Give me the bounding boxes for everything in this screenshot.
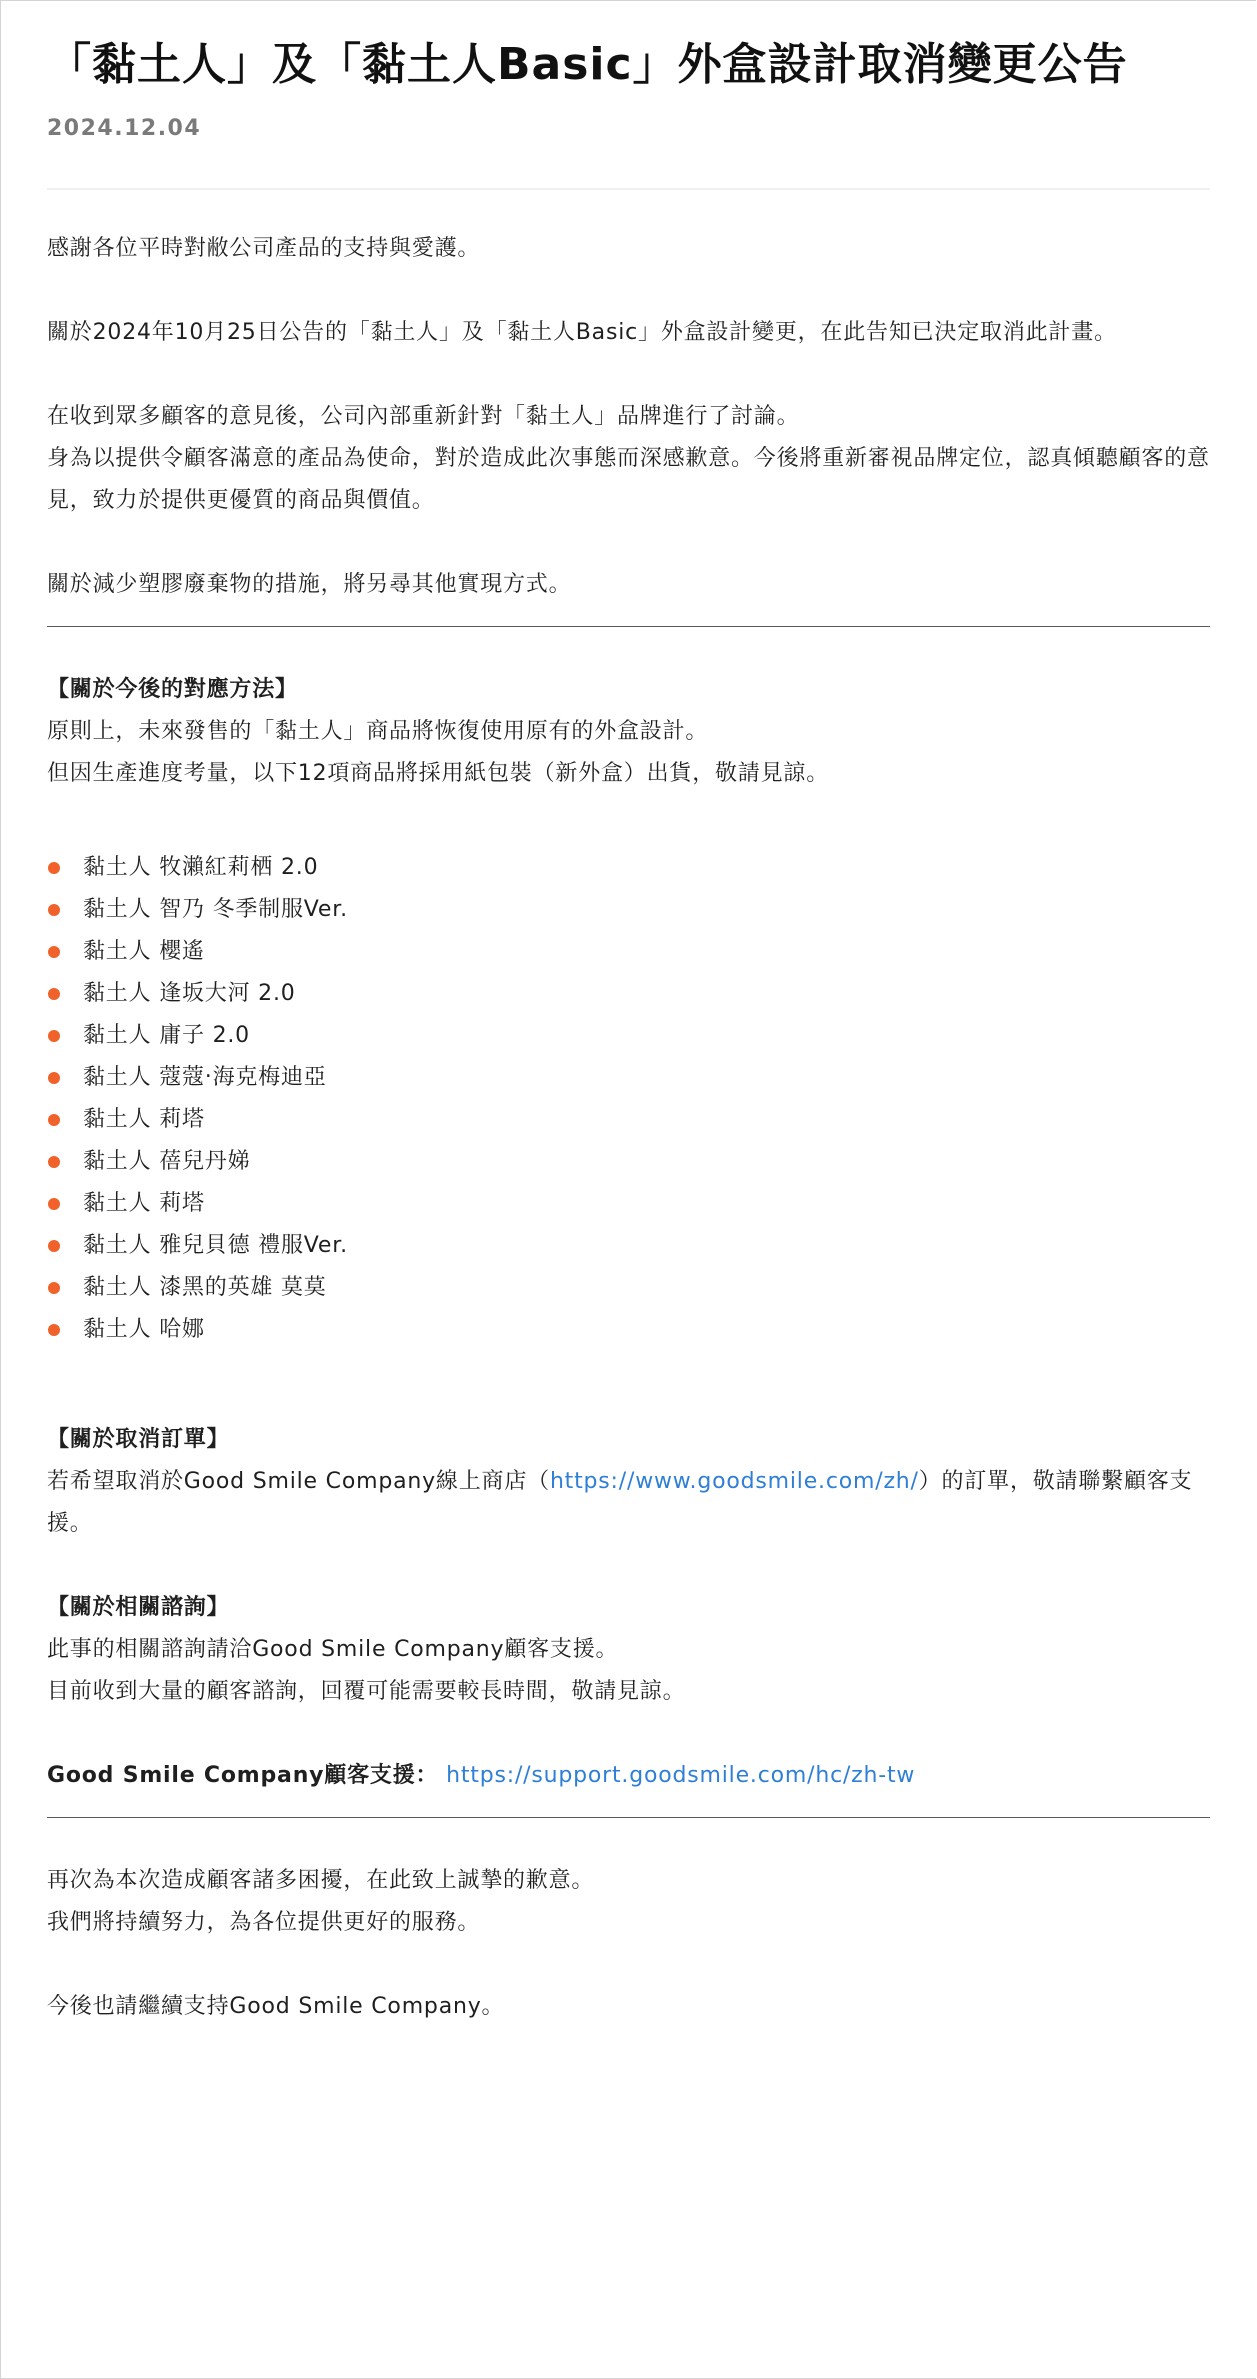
list-item: 黏土人 櫻遙 <box>47 931 1210 973</box>
closing-commitment: 我們將持續努力，為各位提供更好的服務。 <box>47 1910 481 1935</box>
cancel-heading: 【關於取消訂單】 <box>47 1427 230 1452</box>
announcement-article <box>47 30 1210 2028</box>
bullet-icon <box>48 1282 60 1294</box>
intro-discussion: 在收到眾多顧客的意見後，公司內部重新針對「黏土人」品牌進行了討論。 <box>47 404 800 429</box>
inquiry-line-2: 目前收到大量的顧客諮詢，回覆可能需要較長時間，敬請見諒。 <box>47 1679 686 1704</box>
intro-thanks: 感謝各位平時對敝公司產品的支持與愛護。 <box>47 236 481 261</box>
bullet-icon <box>48 1198 60 1210</box>
support-link[interactable]: https://support.goodsmile.com/hc/zh-tw <box>446 1763 916 1788</box>
list-item: 黏土人 莉塔 <box>47 1183 1210 1225</box>
inquiry-line-1: 此事的相關諮詢請洽Good Smile Company顧客支援。 <box>47 1637 619 1662</box>
bullet-icon <box>48 988 60 1000</box>
bullet-icon <box>48 1156 60 1168</box>
list-item: 黏土人 牧瀨紅莉栖 2.0 <box>47 847 1210 889</box>
page-title: 「黏土人」及「黏土人Basic」外盒設計取消變更公告 <box>47 39 1128 90</box>
bullet-icon <box>48 946 60 958</box>
support-contact <box>47 1755 1210 1797</box>
response-line-2: 但因生產進度考量，以下12項商品將採用紙包裝（新外盒）出貨，敬請見諒。 <box>47 761 829 786</box>
closing-support-request: 今後也請繼續支持Good Smile Company。 <box>47 1994 505 2019</box>
closing-apology: 再次為本次造成顧客諸多困擾，在此致上誠摯的歉意。 <box>47 1868 595 1893</box>
list-item: 黏土人 莉塔 <box>47 1099 1210 1141</box>
article-body <box>47 190 1210 2028</box>
support-label: Good Smile Company顧客支援： <box>47 1763 439 1788</box>
bullet-icon <box>48 1072 60 1084</box>
intro-plastic-reduction: 關於減少塑膠廢棄物的措施，將另尋其他實現方式。 <box>47 572 572 597</box>
intro-apology: 身為以提供令顧客滿意的產品為使命，對於造成此次事態而深感歉意。今後將重新審視品牌定位，認真傾聽顧客的意見，致力於提供更優質的商品與價值。 <box>47 446 1210 513</box>
product-list <box>47 847 1210 1351</box>
bullet-icon <box>48 1240 60 1252</box>
online-store-link[interactable]: https://www.goodsmile.com/zh/ <box>549 1469 919 1494</box>
list-item: 黏土人 漆黑的英雄 莫莫 <box>47 1267 1210 1309</box>
list-item: 黏土人 庸子 2.0 <box>47 1015 1210 1057</box>
list-item: 黏土人 雅兒貝德 禮服Ver. <box>47 1225 1210 1267</box>
bullet-icon <box>48 1030 60 1042</box>
list-item: 黏土人 逢坂大河 2.0 <box>47 973 1210 1015</box>
list-item: 黏土人 蓓兒丹娣 <box>47 1141 1210 1183</box>
inquiry-heading: 【關於相關諮詢】 <box>47 1595 230 1620</box>
bullet-icon <box>48 904 60 916</box>
list-item: 黏土人 智乃 冬季制服Ver. <box>47 889 1210 931</box>
bullet-icon <box>48 1324 60 1336</box>
bullet-icon <box>48 1114 60 1126</box>
cancel-text: 若希望取消於Good Smile Company線上商店（https://www.goodsmile.com/zh/）的訂單，敬請聯繫顧客支援。 <box>47 1469 1193 1536</box>
response-line-1: 原則上，未來發售的「黏土人」商品將恢復使用原有的外盒設計。 <box>47 719 709 744</box>
publish-date: 2024.12.04 <box>47 116 202 141</box>
response-heading: 【關於今後的對應方法】 <box>47 677 298 702</box>
list-item: 黏土人 蔻蔻‧海克梅迪亞 <box>47 1057 1210 1099</box>
list-item: 黏土人 哈娜 <box>47 1309 1210 1351</box>
bullet-icon <box>48 862 60 874</box>
intro-cancellation: 關於2024年10月25日公告的「黏土人」及「黏土人Basic」外盒設計變更，在此告知已決定取消此計畫。 <box>47 320 1117 345</box>
